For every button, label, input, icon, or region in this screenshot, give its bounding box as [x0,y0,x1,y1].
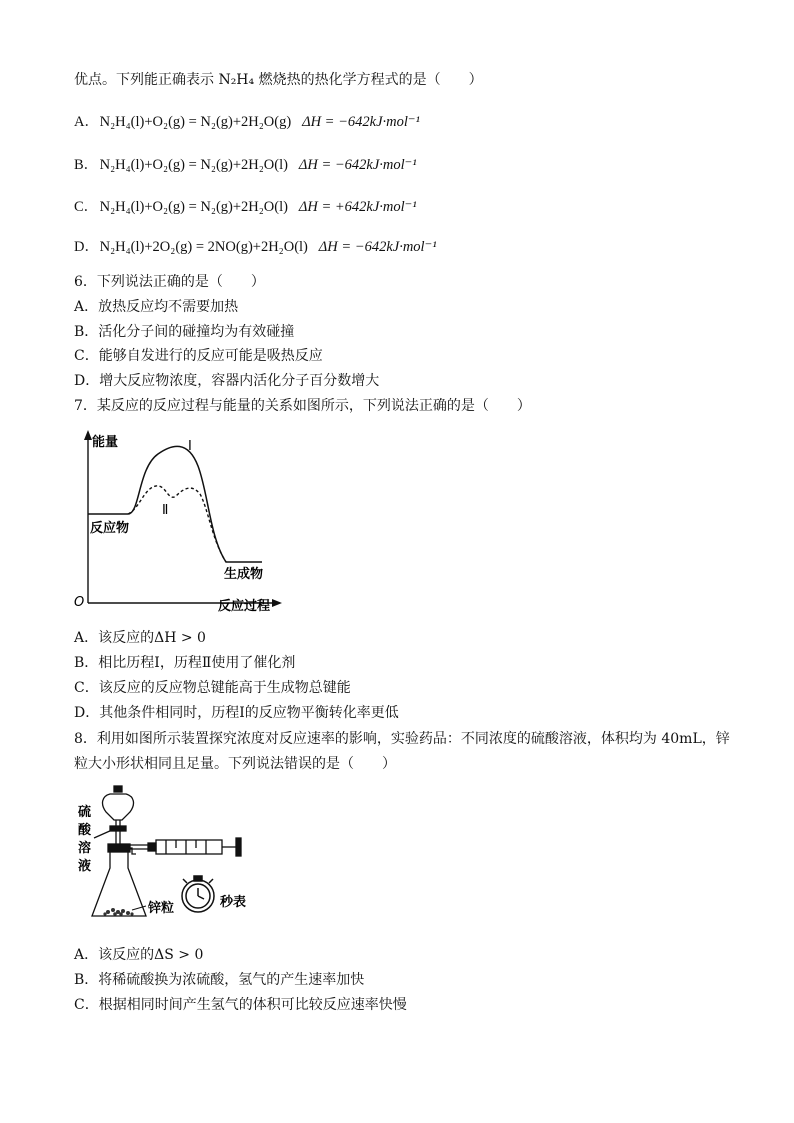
q6-option-a: A．放热反应均不需要加热 [74,299,239,315]
q8-option-b: B．将稀硫酸换为浓硫酸，氢气的产生速率加快 [74,972,365,988]
product-label: 生成物 [224,567,264,582]
equation-reactants: N₂H₄(l)+2O₂(g) [99,239,193,255]
reactant-label: 反应物 [90,521,130,536]
equation-products: N₂(g)+2H₂O(g) [200,114,292,130]
acid-label-char: 硫 [78,805,92,820]
q8-option-a: A．该反应的ΔS > 0 [74,947,204,963]
separatory-funnel [94,786,133,844]
equation-reactants: N₂H₄(l)+O₂(g) [99,114,185,130]
q6-option-b: B．活化分子间的碰撞均为有效碰撞 [74,324,295,340]
enthalpy-change: ΔH = −642kJ·mol⁻¹ [318,239,437,255]
syringe [156,838,241,856]
q5-option-b: B． N₂H₄(l)+O₂(g) = N₂(g)+2H₂O(l) ΔH = −642kJ·mol⁻¹ [74,157,417,173]
energy-diagram [70,428,290,618]
q8-option-c: C．根据相同时间产生氢气的体积可比较反应速率快慢 [74,997,407,1013]
q7-stem: 7．某反应的反应过程与能量的关系如图所示，下列说法正确的是（ ） [74,398,531,414]
enthalpy-change: ΔH = −642kJ·mol⁻¹ [298,157,417,173]
option-letter: C． [74,199,99,215]
q8-stem-line2: 粒大小形状相同且足量。下列说法错误的是（ ） [74,756,396,772]
q8-stem-line1: 8．利用如图所示装置探究浓度对反应速率的影响，实验药品：不同浓度的硫酸溶液，体积均为 40mL，锌 [74,731,730,747]
equation-products: N₂(g)+2H₂O(l) [200,157,288,173]
equation-reactants: N₂H₄(l)+O₂(g) [99,199,185,215]
acid-label-char: 溶 [78,841,92,856]
y-axis-arrow [84,430,92,440]
q6-option-c: C．能够自发进行的反应可能是吸热反应 [74,348,323,364]
x-axis-arrow [272,599,282,607]
option-letter: B． [74,157,99,173]
q6-stem: 6．下列说法正确的是（ ） [74,274,265,290]
q6-option-d: D．增大反应物浓度，容器内活化分子百分数增大 [74,373,380,389]
option-letter: A． [74,114,99,130]
path-i-label: Ⅰ [188,439,192,454]
equation-products: N₂(g)+2H₂O(l) [200,199,288,215]
q5-option-c: C． N₂H₄(l)+O₂(g) = N₂(g)+2H₂O(l) ΔH = +642kJ·mol⁻¹ [74,199,417,215]
enthalpy-change: ΔH = +642kJ·mol⁻¹ [298,199,417,215]
enthalpy-change: ΔH = −642kJ·mol⁻¹ [302,114,420,130]
zinc-label: 锌粒 [148,901,175,916]
equation-reactants: N₂H₄(l)+O₂(g) [99,157,185,173]
q7-option-c: C．该反应的反应物总键能高于生成物总键能 [74,680,351,696]
acid-label-char: 液 [78,859,92,874]
x-axis-label: 反应过程 [218,599,271,614]
q7-option-a: A．该反应的ΔH > 0 [74,630,206,646]
q7-option-b: B．相比历程Ⅰ，历程Ⅱ使用了催化剂 [74,655,296,671]
stopwatch-label: 秒表 [220,895,247,910]
equation-products: 2NO(g)+2H₂O(l) [207,239,308,255]
apparatus-diagram [70,782,260,932]
acid-label-char: 酸 [78,823,92,838]
path-ii-label: Ⅱ [162,503,169,518]
conical-flask [92,852,146,916]
q5-option-a: A． N₂H₄(l)+O₂(g) = N₂(g)+2H₂O(g) ΔH = −642kJ·mol⁻¹ [74,114,420,130]
reaction-path-i [88,446,262,562]
stopwatch-icon [182,876,214,912]
option-letter: D． [74,239,99,255]
origin-label: O [74,595,85,610]
q7-option-d: D．其他条件相同时，历程Ⅰ的反应物平衡转化率更低 [74,705,399,721]
stopper-and-tube [108,843,156,854]
zinc-granules [103,908,133,916]
q5-stem: 优点。下列能正确表示 N₂H₄ 燃烧热的热化学方程式的是（ ） [74,72,483,88]
q5-option-d: D． N₂H₄(l)+2O₂(g) = 2NO(g)+2H₂O(l) ΔH = −642kJ·mol⁻¹ [74,239,437,255]
y-axis-label: 能量 [92,435,119,450]
